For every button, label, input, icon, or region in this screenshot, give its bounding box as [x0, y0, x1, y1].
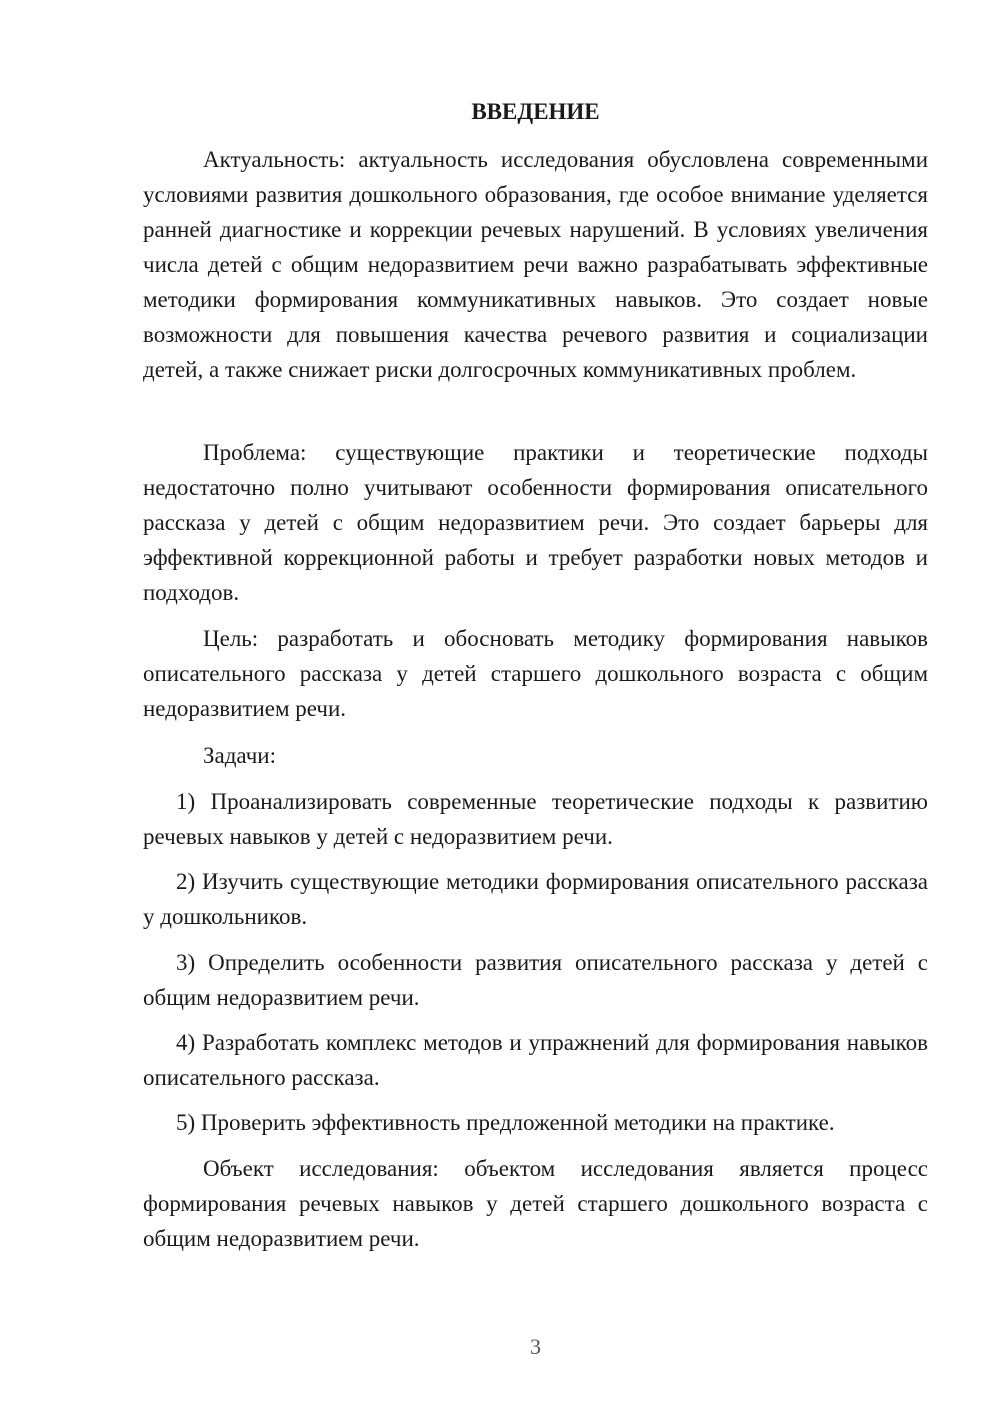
- section-heading: ВВЕДЕНИЕ: [471, 99, 600, 124]
- paragraph-object: Объект исследования: объектом исследования является процесс формирования речевых навыков у детей старшего дошкольного возраста с общим недоразвитием речи.: [143, 1156, 928, 1251]
- paragraph-relevance: Актуальность: актуальность исследования обусловлена современными условиями развития дошкольного образования, где особое внимание уделяется ранней диагностике и коррекции речевых нарушений. В условиях увеличения числа детей с общим недоразвитием речи важно разрабатывать эффективные методики формирования коммуникативных навыков. Это создает новые возможности для повышения качества речевого развития и социализации детей, а также снижает риски долгосрочных коммуникативных проблем.: [143, 147, 928, 382]
- task-item-5: 5) Проверить эффективность предложенной методики на практике.: [176, 1110, 835, 1135]
- task-item-2: 2) Изучить существующие методики формирования описательного рассказа у дошкольников.: [143, 869, 928, 929]
- paragraph-problem: Проблема: существующие практики и теоретические подходы недостаточно полно учитывают особенности формирования описательного рассказа у детей с общим недоразвитием речи. Это создает барьеры для эффективной коррекционной работы и требует разработки новых методов и подходов.: [143, 440, 928, 605]
- paragraph-tasks-label: Задачи:: [203, 743, 276, 768]
- task-item-4: 4) Разработать комплекс методов и упражнений для формирования навыков описательного рассказа.: [143, 1030, 928, 1090]
- task-item-1: 1) Проанализировать современные теоретические подходы к развитию речевых навыков у детей с недоразвитием речи.: [143, 789, 928, 849]
- page-number: 3: [530, 1334, 541, 1359]
- paragraph-goal: Цель: разработать и обосновать методику формирования навыков описательного рассказа у детей старшего дошкольного возраста с общим недоразвитием речи.: [143, 626, 928, 721]
- task-item-3: 3) Определить особенности развития описательного рассказа у детей с общим недоразвитием речи.: [143, 950, 928, 1010]
